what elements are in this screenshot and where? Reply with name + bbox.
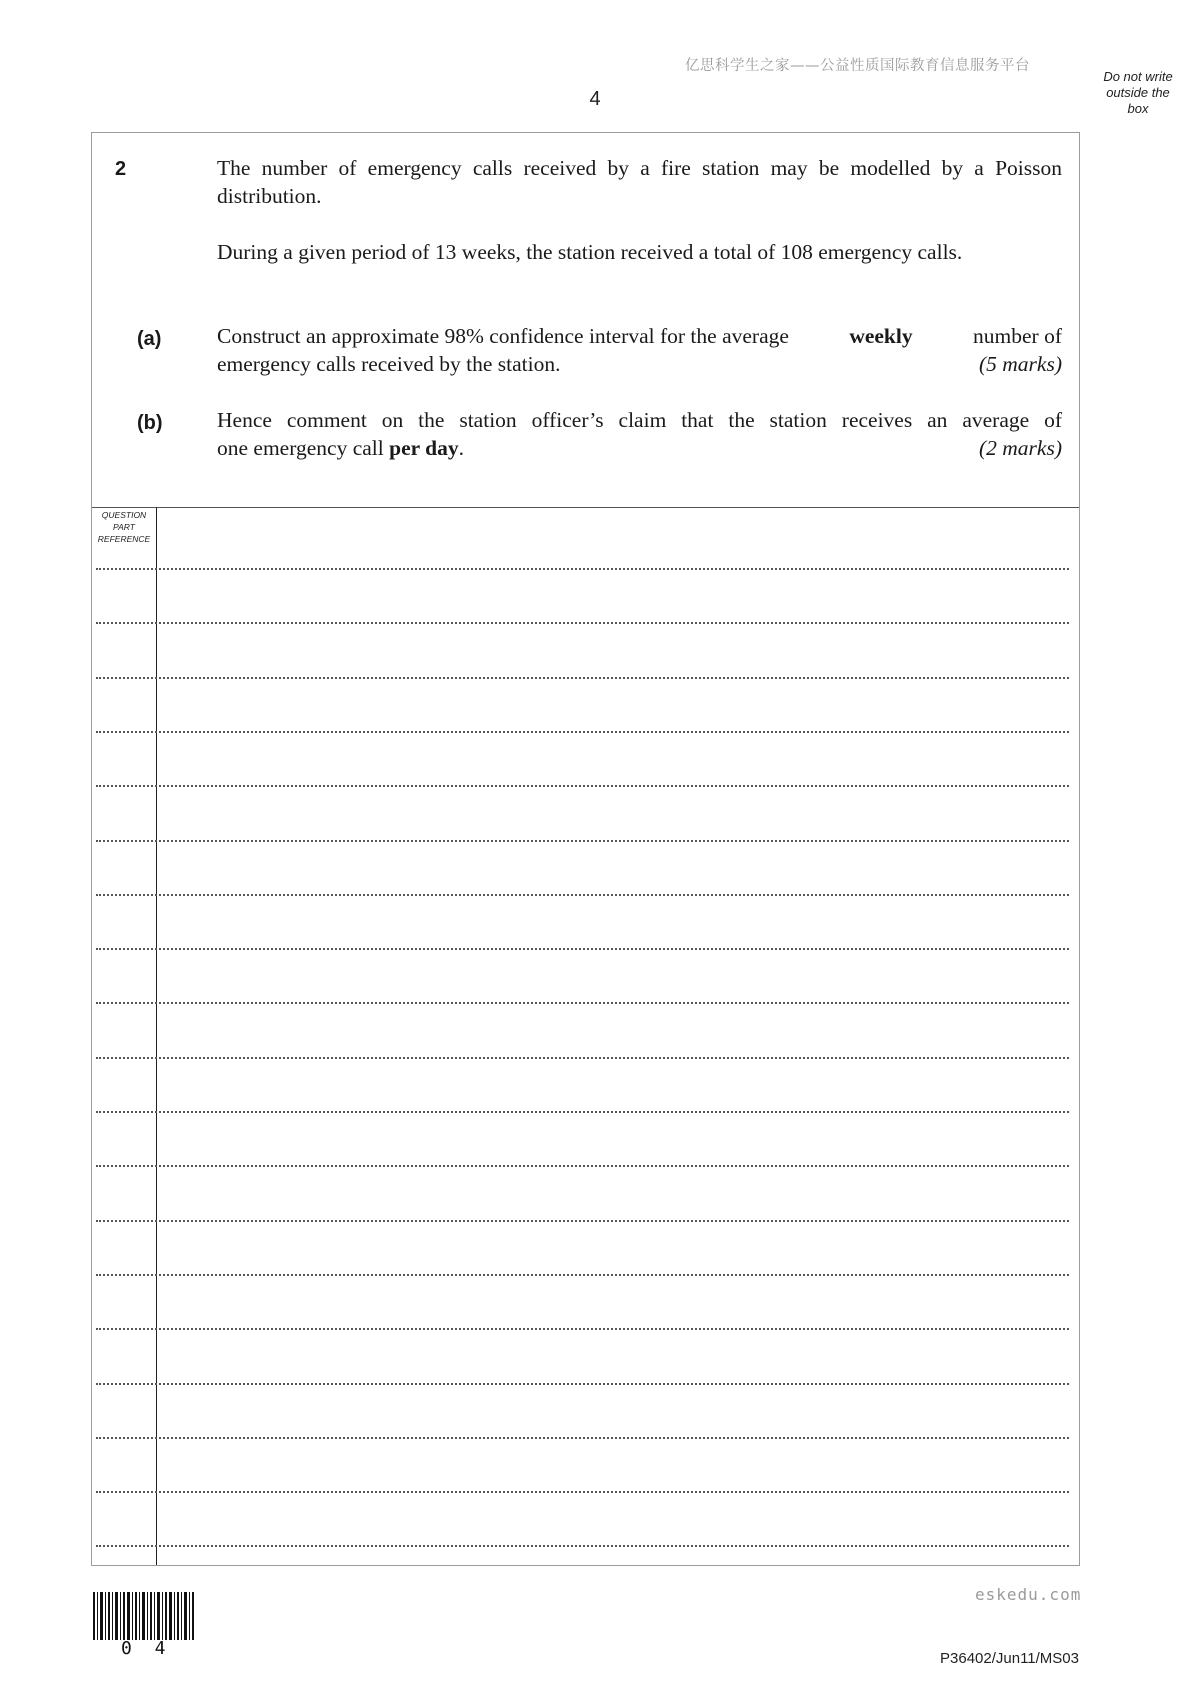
part-a-line-2 — [217, 350, 1062, 378]
question-intro-1: The number of emergency calls received by a fire station may be modelled by a Poisson distribution. — [217, 156, 1062, 208]
answer-line[interactable] — [96, 677, 1069, 679]
answer-line[interactable] — [96, 1165, 1069, 1167]
part-a-line-1 — [217, 322, 1062, 350]
part-a-text-line2: emergency calls received by the station. — [217, 352, 561, 376]
answer-box — [91, 132, 1080, 1566]
reference-label-line: PART — [113, 522, 135, 532]
answer-line[interactable] — [96, 1111, 1069, 1113]
question-block — [92, 133, 1079, 508]
part-b-text-end: . — [458, 436, 464, 460]
answer-line[interactable] — [96, 731, 1069, 733]
part-a-emphasis: weekly — [849, 324, 913, 348]
part-a-text — [217, 322, 1062, 378]
answer-line[interactable] — [96, 1437, 1069, 1439]
part-b-text — [217, 406, 1062, 462]
margin-note-line: Do not write — [1103, 69, 1173, 84]
margin-note — [1088, 69, 1188, 117]
part-a-text-start: Construct an approximate 98% confidence interval for the average — [217, 324, 789, 348]
answer-line[interactable] — [96, 948, 1069, 950]
answer-line[interactable] — [96, 1383, 1069, 1385]
answer-line[interactable] — [96, 1057, 1069, 1059]
header-watermark: 亿思科学生之家——公益性质国际教育信息服务平台 — [685, 58, 1030, 74]
answer-line[interactable] — [96, 622, 1069, 624]
answer-line[interactable] — [96, 568, 1069, 570]
answer-line[interactable] — [96, 1328, 1069, 1330]
part-b-label: (b) — [137, 412, 163, 434]
answer-line[interactable] — [96, 1545, 1069, 1547]
part-a-label: (a) — [137, 328, 162, 350]
part-b-line-1: Hence comment on the station officer’s claim that the station receives an average of — [217, 408, 1062, 432]
answer-lines[interactable] — [92, 507, 1079, 1565]
part-b-text-start: one emergency call — [217, 436, 384, 460]
paper-code: P36402/Jun11/MS03 — [940, 1650, 1079, 1667]
part-b-emphasis: per day — [389, 436, 459, 460]
reference-label-line: QUESTION — [101, 510, 147, 520]
margin-note-line: box — [1127, 101, 1149, 116]
barcode-icon — [93, 1592, 194, 1640]
part-a-marks: (5 marks) — [979, 352, 1062, 376]
answer-line[interactable] — [96, 1491, 1069, 1493]
answer-line[interactable] — [96, 894, 1069, 896]
margin-note-line: outside the — [1106, 85, 1170, 100]
answer-line[interactable] — [96, 785, 1069, 787]
part-b-line-2 — [217, 434, 1062, 462]
footer-watermark: eskedu.com — [975, 1585, 1082, 1604]
reference-label-line: REFERENCE — [97, 534, 151, 544]
answer-line[interactable] — [96, 1274, 1069, 1276]
barcode-digits: 0 4 — [121, 1638, 172, 1659]
part-b-text-line2 — [217, 434, 464, 462]
page-number: 4 — [589, 88, 601, 110]
question-intro-2: During a given period of 13 weeks, the station received a total of 108 emergency calls. — [217, 240, 963, 264]
answer-line[interactable] — [96, 840, 1069, 842]
answer-line[interactable] — [96, 1002, 1069, 1004]
answer-line[interactable] — [96, 1220, 1069, 1222]
part-b-marks: (2 marks) — [979, 436, 1062, 460]
part-a-text-end: number of — [973, 324, 1062, 348]
question-number: 2 — [115, 158, 127, 180]
